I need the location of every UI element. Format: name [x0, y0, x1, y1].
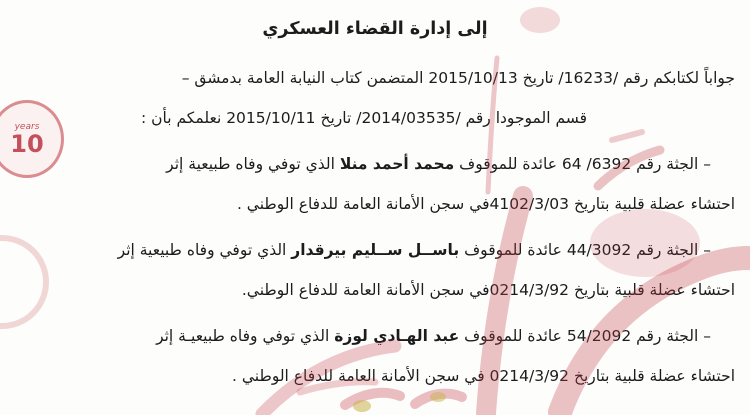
- corpse-entry-3-line-2: احتشاء عضلة قلبية بتاريخ 0214/3/92 في سجن الأمانة العامة للدفاع الوطني .: [232, 367, 735, 385]
- detainee-name-3: عبد الهـادي لوزة: [334, 327, 460, 345]
- corpse-entry-3-line-1: [15, 316, 735, 356]
- intro-line-2: قسم الموجودا رقم /2014/03535/ تاريخ 2015/10/11 نعلمكم بأن :: [141, 109, 587, 127]
- detainee-name-1: محمد أحمد منلا: [339, 155, 455, 173]
- corpse-entry-2-suffix: الذي توفي وفاه طبيعية إثر: [117, 241, 292, 259]
- detainee-name-2: باســل ســليم بيرقدار: [291, 241, 460, 259]
- corpse-entry-1-prefix: – الجثة رقم 6392/ 64 عائدة للموقوف: [454, 155, 711, 173]
- corpse-entry-2-line-1: [15, 230, 735, 270]
- corpse-entry-2-prefix: – الجثة رقم 44/3092 عائدة للموقوف: [459, 241, 711, 259]
- corpse-entry-3-suffix: الذي توفي وفاه طبيعيـة إثر: [156, 327, 335, 345]
- corpse-entry-2-line-2: احتشاء عضلة قلبية بتاريخ 0214/3/92في سجن الأمانة العامة للدفاع الوطني.: [241, 281, 735, 299]
- corpse-entry-1-line-1: [15, 144, 735, 184]
- corpse-entry-1: [15, 144, 735, 224]
- title-row: [15, 0, 735, 58]
- corpse-entry-1-line-2: احتشاء عضلة قلبية بتاريخ 4102/3/03في سجن الأمانة العامة للدفاع الوطني .: [236, 195, 735, 213]
- corpse-entry-3: [15, 316, 735, 396]
- watermark-badge-years-label: years: [14, 122, 40, 132]
- watermark-badge-number: 10: [10, 130, 44, 158]
- corpse-entry-3-prefix: – الجثة رقم 54/2092 عائدة للموقوف: [459, 327, 711, 345]
- document-title: إلى إدارة القضاء العسكري: [262, 19, 488, 39]
- intro-line-1: جواباً لكتابكم رقم /16233/ تاريخ 2015/10/13 المتضمن كتاب النيابة العامة بدمشق –: [181, 69, 735, 87]
- corpse-entry-2: [15, 230, 735, 310]
- corpse-entry-1-suffix: الذي توفي وفاه طبيعية إثر: [166, 155, 340, 173]
